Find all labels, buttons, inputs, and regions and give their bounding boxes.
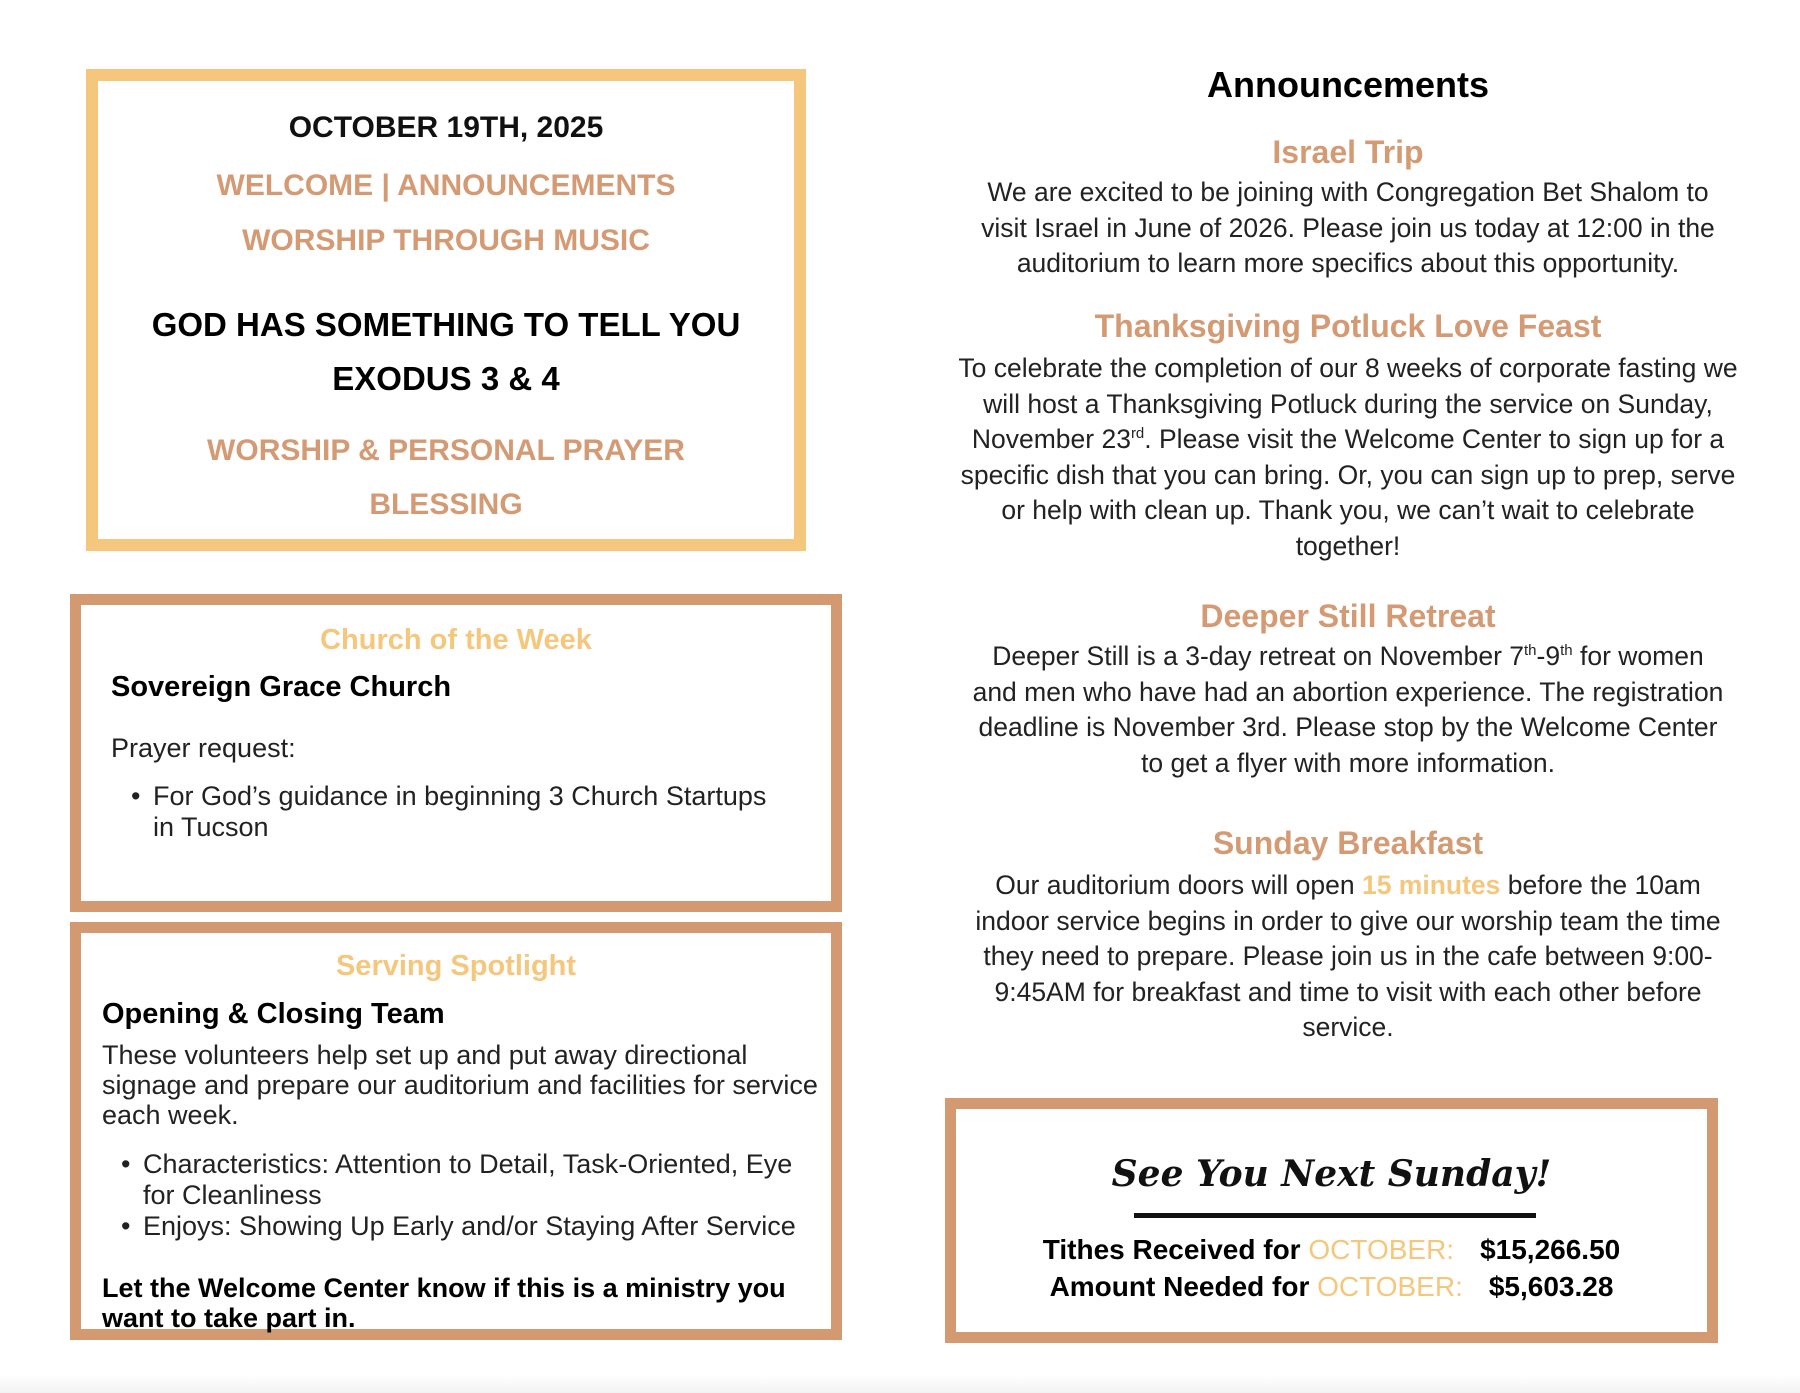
- church-name: Sovereign Grace Church: [111, 671, 452, 703]
- order-of-service-box: [86, 69, 806, 551]
- tithes-received-label: Tithes Received for: [1042, 1234, 1309, 1265]
- amount-needed-label: Amount Needed for: [1049, 1271, 1318, 1302]
- sermon-scripture: EXODUS 3 & 4: [332, 360, 560, 397]
- order-item-prayer: WORSHIP & PERSONAL PRAYER: [207, 434, 685, 467]
- amount-needed-month: OCTOBER:: [1317, 1271, 1463, 1302]
- prayer-request-label: Prayer request:: [111, 733, 296, 763]
- announcements-heading: Announcements: [1206, 64, 1490, 105]
- body-text: for women and men who have had an abortion experience. The registration deadline is November 3rd. Please stop by the Welcome Center to get a flyer with more information.: [972, 641, 1724, 778]
- announcement-title: Thanksgiving Potluck Love Feast: [1094, 308, 1602, 344]
- announcement-body: We are excited to be joining with Congregation Bet Shalom to visit Israel in June of 2026. Please join us today at 12:00 in the auditorium to learn more specifics about this opportunity.: [981, 177, 1715, 278]
- welcome-center-cta: Let the Welcome Center know if this is a ministry you want to take part in.: [102, 1273, 786, 1333]
- order-item-welcome: WELCOME | ANNOUNCEMENTS: [216, 169, 676, 202]
- page-edge: [0, 1375, 1800, 1393]
- announcement-body: [958, 868, 1738, 1046]
- team-description: These volunteers help set up and put away directional signage and prepare our auditorium and facilities for service each week.: [102, 1040, 818, 1130]
- sermon-title: GOD HAS SOMETHING TO TELL YOU: [151, 306, 741, 343]
- list-item: • Enjoys: Showing Up Early and/or Staying After Service: [121, 1211, 821, 1242]
- announcement-thanksgiving: [958, 308, 1738, 564]
- divider: [1134, 1213, 1536, 1218]
- serving-spotlight-title: Serving Spotlight: [335, 950, 577, 982]
- service-date: OCTOBER 19TH, 2025: [288, 111, 604, 144]
- order-item-worship-music: WORSHIP THROUGH MUSIC: [242, 224, 650, 257]
- church-of-week-title: Church of the Week: [320, 624, 592, 656]
- list-item: • For God’s guidance in beginning 3 Church Startups in Tucson: [131, 781, 771, 843]
- superscript: rd: [1130, 425, 1145, 443]
- order-item-blessing: BLESSING: [369, 488, 523, 521]
- tithes-received-month: OCTOBER:: [1308, 1234, 1455, 1265]
- tithes-box: [945, 1098, 1718, 1343]
- announcement-breakfast: [958, 825, 1738, 1046]
- announcement-title: Israel Trip: [1272, 134, 1424, 170]
- announcement-body: [958, 639, 1738, 781]
- superscript: th: [1524, 642, 1537, 660]
- tithes-received-amount: $15,266.50: [1480, 1234, 1621, 1265]
- amount-needed-row: [956, 1271, 1707, 1303]
- tithes-received-row: [956, 1234, 1707, 1266]
- list-item: • Characteristics: Attention to Detail, Task-Oriented, Eye for Cleanliness: [121, 1149, 821, 1211]
- serving-spotlight-box: [70, 922, 842, 1340]
- church-of-week-box: [70, 594, 842, 912]
- body-text: To celebrate the completion of our 8 weeks of corporate fasting we will host a Thanksgiving Potluck during the service on Sunday, November 23: [958, 353, 1738, 454]
- announcement-body: [958, 351, 1738, 564]
- superscript: th: [1560, 642, 1573, 660]
- body-text: . Please visit the Welcome Center to sign up for a specific dish that you can bring. Or, you can sign up to prep, serve or help with clean up. Thank you, we can’t wait to celebrate together!: [960, 424, 1736, 561]
- announcement-israel: [958, 134, 1738, 282]
- team-bullet-list: [121, 1149, 821, 1242]
- body-text: Deeper Still is a 3-day retreat on November 7: [992, 641, 1525, 671]
- see-you-next-sunday: See You Next Sunday!: [1111, 1153, 1552, 1195]
- announcement-retreat: [958, 598, 1738, 781]
- team-name: Opening & Closing Team: [102, 998, 445, 1030]
- highlight-text: 15 minutes: [1361, 870, 1501, 900]
- body-text: Our auditorium doors will open: [995, 870, 1362, 900]
- body-text: before the 10am indoor service begins in order to give our worship team the time they need to prepare. Please join us in the cafe between 9:00-9:45AM for breakfast and time to visit with each other before service.: [975, 870, 1721, 1042]
- amount-needed-amount: $5,603.28: [1488, 1271, 1614, 1302]
- announcement-title: Sunday Breakfast: [1212, 825, 1484, 861]
- body-text: -9: [1536, 641, 1561, 671]
- prayer-request-list: [131, 781, 771, 843]
- announcement-title: Deeper Still Retreat: [1200, 598, 1496, 634]
